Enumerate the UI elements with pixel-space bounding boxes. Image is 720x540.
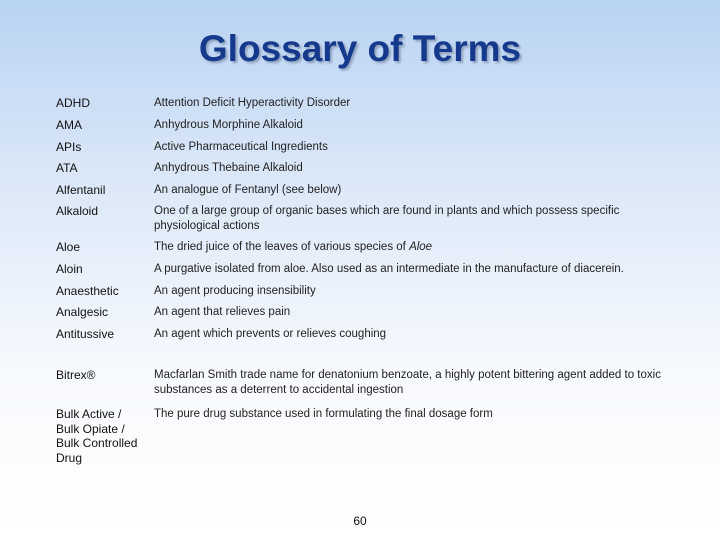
glossary-term: Bitrex®	[56, 368, 96, 382]
glossary-definition: An agent which prevents or relieves coughing	[154, 328, 387, 340]
glossary-definition: One of a large group of organic bases which are found in plants and which possess specific physiological actions	[154, 205, 620, 232]
glossary-definition: An analogue of Fentanyl (see below)	[154, 184, 342, 196]
glossary-term: AMA	[56, 118, 83, 132]
glossary-term: Analgesic	[56, 305, 109, 319]
glossary-term: ATA	[56, 161, 78, 175]
glossary-definition: Macfarlan Smith trade name for denatonium benzoate, a highly potent bittering agent added to toxic substances as a deterrent to accidental ingestion	[154, 369, 661, 396]
glossary-definition: A purgative isolated from aloe. Also used as an intermediate in the manufacture of diacerein.	[154, 263, 624, 275]
glossary-term: Aloin	[56, 262, 83, 276]
glossary-term: Anaesthetic	[56, 284, 119, 298]
glossary-term: Alfentanil	[56, 183, 106, 197]
page-number: 60	[353, 514, 367, 528]
glossary-definition	[154, 240, 664, 255]
glossary-definition: Anhydrous Thebaine Alkaloid	[154, 162, 303, 174]
glossary-definition-text: The dried juice of the leaves of various species of	[154, 241, 410, 253]
glossary-definition: The pure drug substance used in formulating the final dosage form	[154, 408, 493, 420]
glossary-definition: An agent producing insensibility	[154, 285, 316, 297]
glossary-term: Antitussive	[56, 327, 115, 341]
glossary-definition: An agent that relieves pain	[154, 306, 291, 318]
glossary-term: Bulk Active / Bulk Opiate / Bulk Controlled Drug	[56, 407, 138, 465]
glossary-term: Alkaloid	[56, 204, 99, 218]
glossary-term: APIs	[56, 140, 82, 154]
glossary-term: ADHD	[56, 96, 91, 110]
glossary-definition: Attention Deficit Hyperactivity Disorder	[154, 97, 351, 109]
glossary-term: Aloe	[56, 240, 81, 254]
glossary-definition: Active Pharmaceutical Ingredients	[154, 141, 328, 153]
glossary-definition: Anhydrous Morphine Alkaloid	[154, 119, 303, 131]
glossary-definition-italic: Aloe	[409, 241, 433, 253]
page-title: Glossary of Terms	[198, 28, 522, 69]
